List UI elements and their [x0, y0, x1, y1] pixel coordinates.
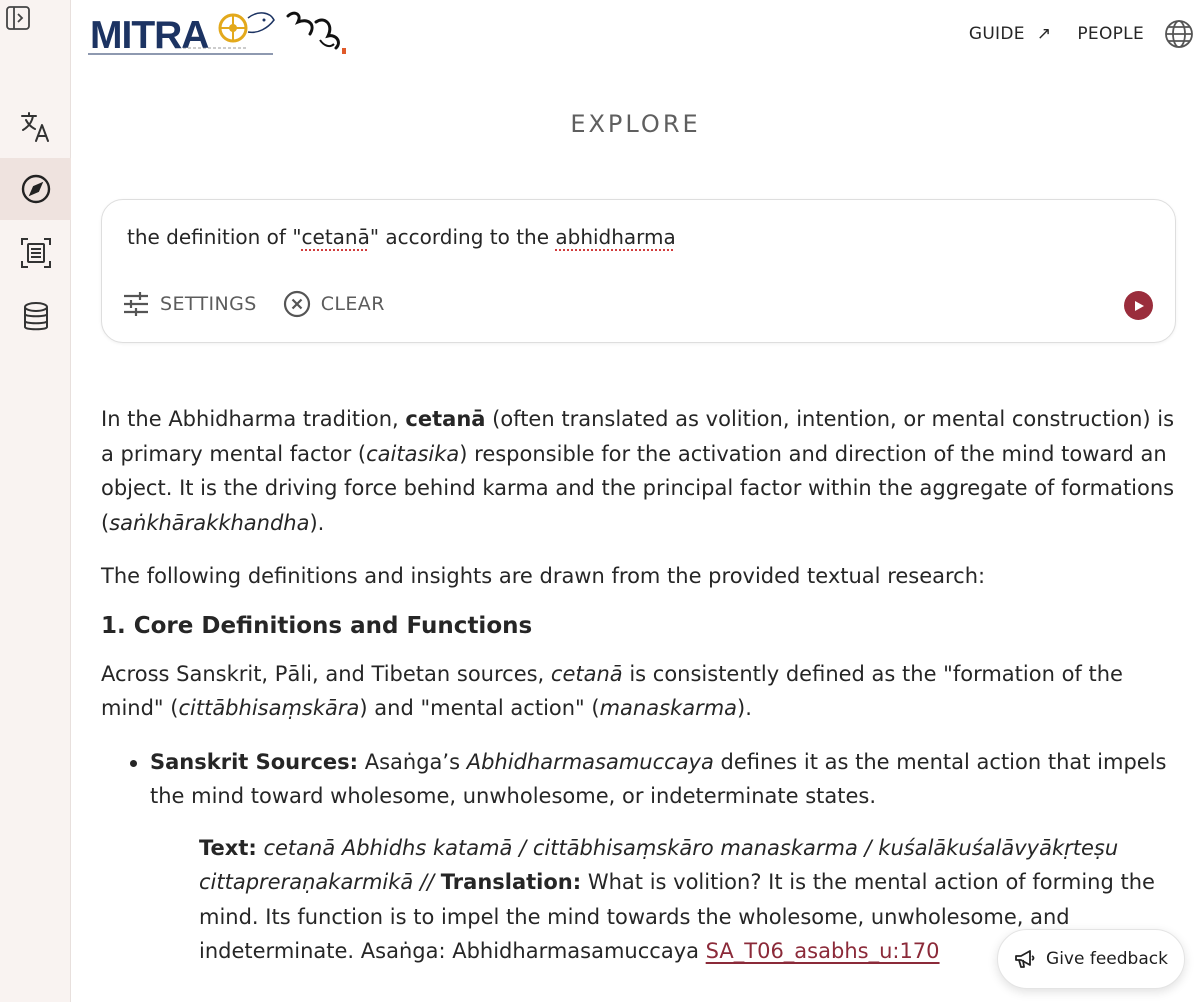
settings-sliders-icon	[122, 292, 150, 316]
query-term-cetana: cetanā	[301, 225, 370, 249]
quote-text: cetanā Abhidhs katamā / cittābhisaṃskāro manaskarma / kuśalākuśalāvyākṛteṣu cittapreraṇakarmikā //	[199, 835, 1119, 894]
search-actions	[122, 290, 411, 318]
text-run: (often translated as volition, intention, or mental construction) is a primary mental factor (	[101, 407, 1175, 466]
text-run: defines it as the mental action that impels the mind toward wholesome, unwholesome, or indeterminate states.	[150, 749, 1167, 808]
explore-nav-icon[interactable]	[0, 158, 71, 220]
term-italic: saṅkhārakkhandha	[109, 510, 310, 535]
search-query-input[interactable]	[127, 225, 676, 249]
query-text-part: the definition of "	[127, 225, 302, 249]
text-run: ) responsible for the activation and direction of the mind toward an object. It is the driving force behind karma and the principal factor within the aggregate of formations (	[101, 441, 1175, 535]
section-heading: 1. Core Definitions and Functions	[101, 612, 533, 639]
term-bold: cetanā	[405, 407, 486, 431]
bullet-label: Sanskrit Sources:	[150, 749, 359, 774]
text-run: ).	[309, 510, 325, 535]
guide-label: GUIDE	[968, 24, 1025, 44]
people-label: PEOPLE	[1077, 24, 1144, 44]
mitra-logo[interactable]	[88, 4, 358, 60]
source-link[interactable]: SA_T06_asabhs_u:170	[705, 939, 940, 963]
bullet-list	[127, 745, 1181, 814]
search-card	[101, 199, 1176, 343]
text-run: Across Sanskrit, Pāli, and Tibetan sources,	[101, 661, 551, 686]
query-term-abhidharma: abhidharma	[555, 225, 676, 249]
answer-content	[101, 402, 1181, 969]
answer-paragraph	[101, 402, 1181, 540]
feedback-label: Give feedback	[1046, 949, 1168, 969]
page-title: EXPLORE	[570, 110, 701, 138]
clear-label: CLEAR	[320, 293, 385, 315]
term-italic: caitasika	[366, 441, 460, 466]
term-italic: manaskarma	[599, 696, 738, 720]
clear-button[interactable]	[283, 290, 385, 318]
document-scan-nav-icon[interactable]	[0, 222, 71, 284]
sidebar-rail	[0, 0, 71, 1002]
run-query-button[interactable]	[1124, 291, 1153, 320]
quote-translation: What is volition? It is the mental action of forming the mind. Its function is to impel the mind towards the wholesome, unwholesome, and indeterminate. Asaṅga: Abhidharmasamuccaya	[199, 870, 1155, 963]
settings-button[interactable]	[122, 292, 257, 316]
translate-nav-icon[interactable]	[0, 96, 71, 158]
quote-text-label: Text:	[199, 835, 257, 860]
header-nav	[969, 16, 1194, 52]
guide-link[interactable]	[969, 24, 1052, 44]
sidebar-toggle-icon[interactable]	[4, 4, 32, 32]
list-item	[127, 745, 1181, 814]
logo-text: MITRA	[90, 14, 209, 57]
external-link-icon: ↗	[1036, 24, 1052, 44]
answer-paragraph: The following definitions and insights are drawn from the provided textual research:	[101, 564, 986, 588]
people-link[interactable]	[1077, 24, 1144, 44]
text-run: In the Abhidharma tradition,	[101, 407, 406, 431]
settings-label: SETTINGS	[160, 293, 257, 315]
clear-circle-x-icon	[283, 290, 311, 318]
quote-translation-label: Translation:	[440, 870, 582, 894]
text-run: is consistently defined as the "formation of the mind" (	[101, 661, 1123, 720]
text-run: ).	[737, 696, 752, 720]
megaphone-icon	[1014, 948, 1036, 970]
language-globe-icon[interactable]	[1164, 19, 1194, 49]
text-run: ) and "mental action" (	[359, 696, 600, 720]
text-run: Asaṅga’s	[358, 749, 467, 774]
answer-paragraph	[101, 657, 1181, 726]
term-italic: Abhidharmasamuccaya	[466, 749, 714, 774]
give-feedback-button[interactable]	[997, 929, 1185, 989]
database-nav-icon[interactable]	[0, 286, 71, 348]
term-italic: cittābhisaṃskāra	[178, 696, 360, 720]
play-icon	[1133, 300, 1145, 312]
query-text-part: " according to the	[369, 225, 556, 249]
term-italic: cetanā	[550, 661, 623, 686]
